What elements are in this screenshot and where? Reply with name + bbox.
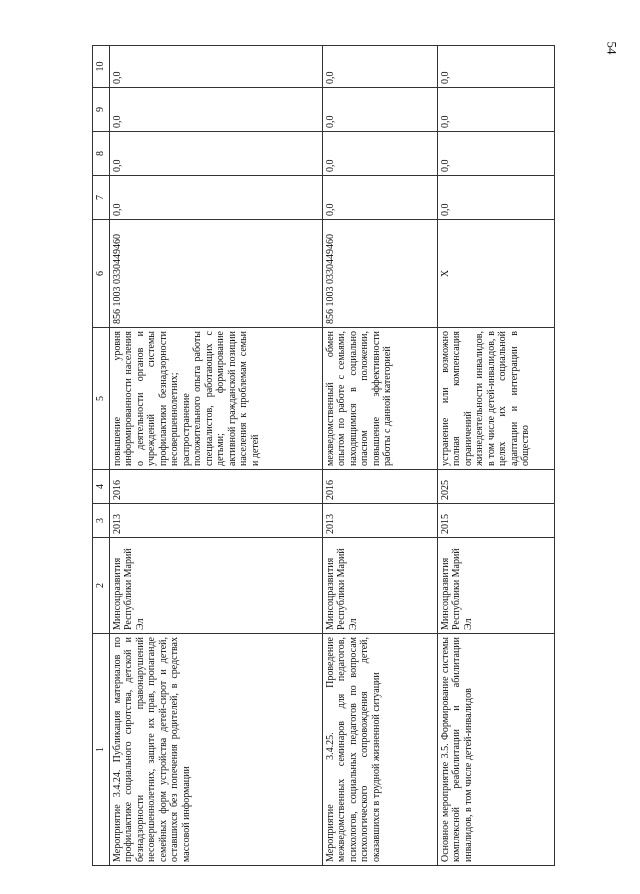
value-cell: 0,0: [437, 88, 554, 132]
activity-name-cell: Мероприятие 3.4.25. Проведение межведомственных семинаров для педагогов, психологов, социальных педагогов по вопросам психологического сопровождения детей, оказавшихся в трудной жизненной ситуации: [322, 634, 437, 866]
start-year-cell: 2013: [109, 504, 322, 538]
budget-code-cell: X: [437, 220, 554, 328]
value-cell: 0,0: [437, 46, 554, 88]
activity-name-cell: Основное мероприятие 3.5. Формирование системы комплексной реабилитации и абилитации инвалидов, в том числе детей-инвалидов: [437, 634, 554, 866]
budget-code-cell: 856 1003 0330449460: [322, 220, 437, 328]
start-year-cell: 2015: [437, 504, 554, 538]
value-cell: 0,0: [109, 88, 322, 132]
value-cell: 0,0: [322, 132, 437, 176]
executor-cell: Минсоцразвития Республики Марий Эл: [109, 538, 322, 634]
executor-cell: Минсоцразвития Республики Марий Эл: [437, 538, 554, 634]
end-year-cell: 2016: [322, 470, 437, 504]
expected-result-cell: межведомственный обмен опытом по работе с семьями, находящимися в социально опасном положении, повышение эффективности работы с данной категорией: [322, 328, 437, 470]
expected-result-cell: устранение или возможно полная компенсация ограничений жизнедеятельности инвалидов, в том числе детей-инвалидов, в целях их социальной адаптации и интеграции в общество: [437, 328, 554, 470]
table-row: [322, 46, 437, 866]
end-year-cell: 2016: [109, 470, 322, 504]
rotated-table-container: [92, 46, 602, 866]
value-cell: 0,0: [109, 46, 322, 88]
value-cell: 0,0: [322, 176, 437, 220]
budget-code-cell: 856 1003 0330449460: [109, 220, 322, 328]
column-header: 6: [93, 220, 110, 328]
value-cell: 0,0: [322, 88, 437, 132]
value-cell: 0,0: [109, 132, 322, 176]
column-header: 9: [93, 88, 110, 132]
column-header: 8: [93, 132, 110, 176]
column-header: 4: [93, 470, 110, 504]
table-row: [109, 46, 322, 866]
expected-result-cell: повышение уровня информированности населения о деятельности органов и учреждений системы профилактики безнадзорности несовершеннолетних; распространение положительного опыта работы специалистов, работающих с детьми; формирование активной гражданской позиции населения к проблемам семьи и детей: [109, 328, 322, 470]
value-cell: 0,0: [437, 132, 554, 176]
value-cell: 0,0: [437, 176, 554, 220]
page-number: 54: [604, 41, 620, 55]
table-row: [437, 46, 554, 866]
value-cell: 0,0: [322, 46, 437, 88]
value-cell: 0,0: [109, 176, 322, 220]
end-year-cell: 2025: [437, 470, 554, 504]
column-header: 10: [93, 46, 110, 88]
column-header: 2: [93, 538, 110, 634]
column-header: 3: [93, 504, 110, 538]
header-row: [93, 46, 110, 866]
executor-cell: Минсоцразвития Республики Марий Эл: [322, 538, 437, 634]
column-header: 7: [93, 176, 110, 220]
program-table: [92, 45, 555, 866]
column-header: 5: [93, 328, 110, 470]
column-header: 1: [93, 634, 110, 866]
activity-name-cell: Мероприятие 3.4.24. Публикация материалов по профилактике социального сиротства, детской и безнадзорности правонарушений несовершеннолетних, защите их прав, пропаганде семейных форм устройства детей-сирот и детей, оставшихся без попечения родителей, в средствах массовой информации: [109, 634, 322, 866]
start-year-cell: 2013: [322, 504, 437, 538]
